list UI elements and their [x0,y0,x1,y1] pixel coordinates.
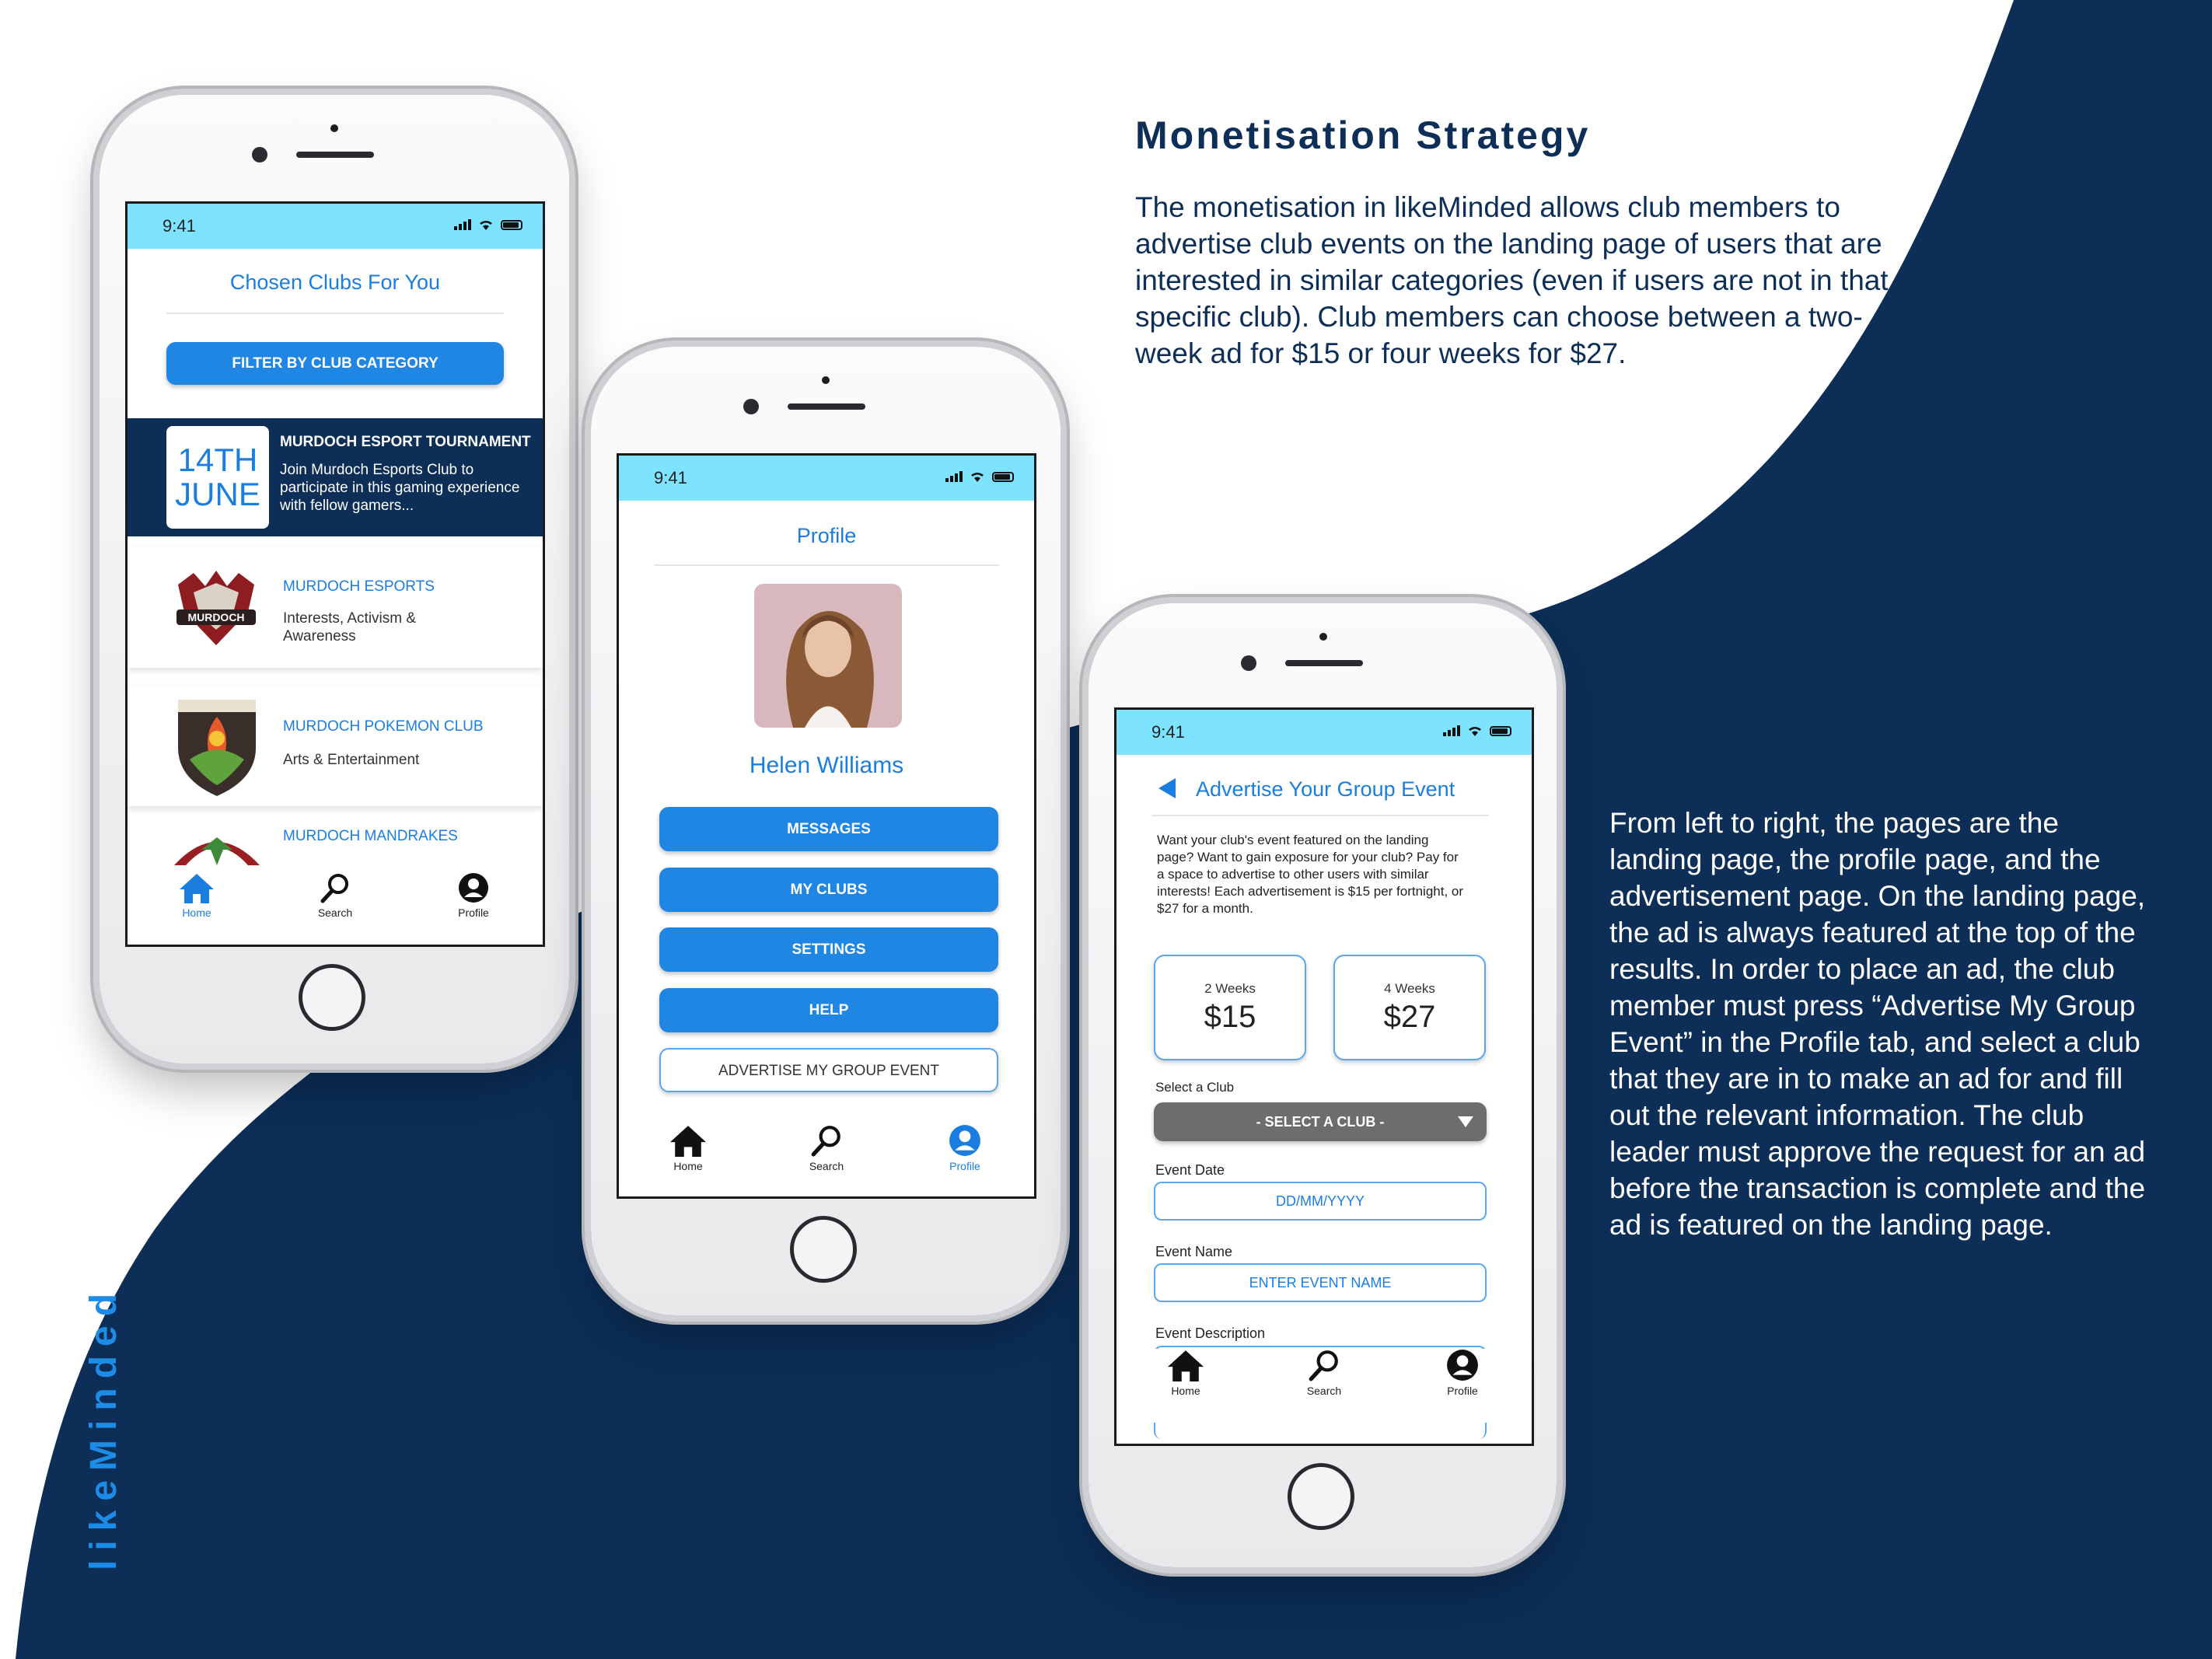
search-icon [1308,1349,1340,1381]
battery-icon [992,472,1014,482]
club-card[interactable] [128,686,543,806]
filter-by-category-button[interactable]: FILTER BY CLUB CATEGORY [166,342,504,385]
proximity-sensor [330,124,338,132]
svg-text:MURDOCH: MURDOCH [187,611,245,623]
brand-logo-text: likeMinded [83,1284,124,1570]
bottom-tab-bar [619,1124,1034,1198]
home-button[interactable] [299,964,365,1031]
page-heading: Monetisation Strategy [1135,114,1591,157]
status-icons [1443,725,1511,736]
signal-icon [454,219,471,230]
bottom-tab-bar [1116,1349,1532,1423]
earpiece-speaker [296,152,374,158]
tab-label: Profile [458,906,489,919]
event-date-field[interactable]: DD/MM/YYYY [1154,1182,1487,1221]
esports-logo [170,569,262,647]
landing-title: Chosen Clubs For You [229,271,441,294]
home-icon [1165,1349,1206,1381]
front-camera [743,399,759,414]
event-name-label: Event Name [1155,1244,1233,1259]
four-week-option[interactable] [1333,955,1486,1060]
back-arrow-icon[interactable] [1157,777,1177,800]
home-icon [178,872,215,903]
intro-paragraph: The monetisation in likeMinded allows club members to advertise club events on the landing page of users that are interested in similar categories (even if users are not in that specific club). Club members can choose between a two-week ad for $15 or four weeks for $27. [1135,191,1889,369]
status-time: 9:41 [1151,722,1185,742]
profile-avatar [754,584,902,728]
advertise-title: Advertise Your Group Event [1196,777,1455,801]
ad-date-month: JUNE [175,476,260,512]
description-paragraph: From left to right, the pages are the landing page, the profile page, and the advertisement page. On the landing page, the ad is always featured at the top of the results. In order to place an ad, the club member must press “Advertise My Group Event” in the Profile tab, and select a club that they are in to make an ad for and fill out the relevant information. The club leader must approve the request for an ad before the transaction is complete and the ad is featured on the landing page. [1609,807,2146,1241]
search-icon [320,872,351,903]
select-club-dropdown[interactable] [1154,1102,1487,1141]
tab-search[interactable] [1277,1349,1371,1423]
front-camera [252,147,267,162]
wifi-icon [969,471,986,482]
tab-profile[interactable] [918,1124,1012,1198]
status-bar [619,456,1034,501]
phone-profile [591,347,1061,1315]
status-time: 9:41 [654,468,687,487]
event-name-field[interactable]: ENTER EVENT NAME [1154,1263,1487,1302]
tab-label: Home [182,906,211,919]
club-card[interactable] [128,820,543,867]
my-clubs-button[interactable]: MY CLUBS [659,868,998,912]
settings-button[interactable]: SETTINGS [659,927,998,972]
tab-search[interactable] [288,872,382,946]
profile-icon [458,872,489,903]
home-button[interactable] [790,1216,857,1283]
earpiece-speaker [1285,660,1363,666]
club-name: MURDOCH MANDRAKES [283,828,458,844]
two-week-option[interactable] [1154,955,1306,1060]
bottom-tab-bar [128,872,543,946]
tab-label: Search [1306,1385,1342,1397]
profile-screen [617,453,1036,1199]
signal-icon [1443,725,1460,736]
tab-profile[interactable] [1416,1349,1509,1423]
status-icons [945,471,1014,482]
status-time: 9:41 [162,216,196,236]
signal-icon [945,471,963,482]
tab-label: Profile [949,1160,980,1172]
profile-user-name: Helen Williams [749,753,904,778]
title-divider [166,313,504,314]
help-button[interactable]: HELP [659,988,998,1032]
status-icons [454,219,522,230]
profile-icon [949,1124,981,1157]
title-divider [654,564,999,566]
landing-screen [125,201,545,947]
option-price: $27 [1383,1000,1436,1034]
proximity-sensor [822,376,830,384]
title-divider [1151,815,1489,816]
advertise-screen [1114,707,1534,1446]
tab-label: Profile [1447,1385,1478,1397]
home-button[interactable] [1288,1463,1354,1530]
event-date-label: Event Date [1155,1162,1225,1178]
battery-icon [501,220,522,230]
select-club-label: Select a Club [1155,1080,1235,1095]
option-duration: 2 Weeks [1204,981,1256,996]
phone-advertise [1089,603,1557,1567]
tab-label: Search [317,906,353,919]
club-card[interactable] [128,547,543,668]
ad-body: Join Murdoch Esports Club to participate in this gaming experience with fellow gamers... [280,462,520,514]
wifi-icon [1466,725,1483,736]
ad-title: MURDOCH ESPORT TOURNAMENT [280,434,531,450]
tab-home[interactable] [1139,1349,1232,1423]
club-name: MURDOCH POKEMON CLUB [283,718,484,735]
search-icon [810,1124,843,1157]
tab-home[interactable] [641,1124,735,1198]
advertise-intro: Want your club's event featured on the landing page? Want to gain exposure for your club? Pay for a space to advertise to other users with similar interests! Each advertisement is $15 per fortnight, or $27 for a month. [1157,833,1464,916]
front-camera [1241,655,1256,671]
tab-label: Home [1171,1385,1200,1397]
phone-landing [100,95,569,1064]
tab-home[interactable] [150,872,243,946]
tab-label: Search [809,1160,844,1172]
club-name: MURDOCH ESPORTS [283,578,435,595]
status-bar [128,204,543,249]
ad-date-day: 14TH [177,442,258,478]
tab-profile[interactable] [427,872,520,946]
profile-icon [1446,1349,1479,1381]
mandrakes-logo [170,826,264,865]
pokemon-club-logo [174,693,260,798]
option-price: $15 [1204,1000,1256,1034]
dropdown-arrow-icon [1457,1116,1474,1128]
tab-label: Home [673,1160,703,1172]
event-description-label: Event Description [1155,1325,1266,1341]
club-category: Interests, Activism & Awareness [283,610,417,644]
earpiece-speaker [788,403,865,410]
messages-button[interactable]: MESSAGES [659,807,998,851]
featured-ad-banner[interactable] [128,418,543,536]
battery-icon [1490,726,1511,736]
tab-search[interactable] [780,1124,873,1198]
profile-title: Profile [796,524,857,547]
wifi-icon [477,219,494,230]
advertise-group-event-button[interactable]: ADVERTISE MY GROUP EVENT [659,1048,998,1092]
home-icon [668,1124,708,1157]
proximity-sensor [1319,633,1327,641]
ad-date-box [166,426,269,529]
select-club-value: - SELECT A CLUB - [1256,1114,1385,1130]
option-duration: 4 Weeks [1384,981,1435,996]
club-category: Arts & Entertainment [283,752,420,768]
status-bar [1116,710,1532,755]
